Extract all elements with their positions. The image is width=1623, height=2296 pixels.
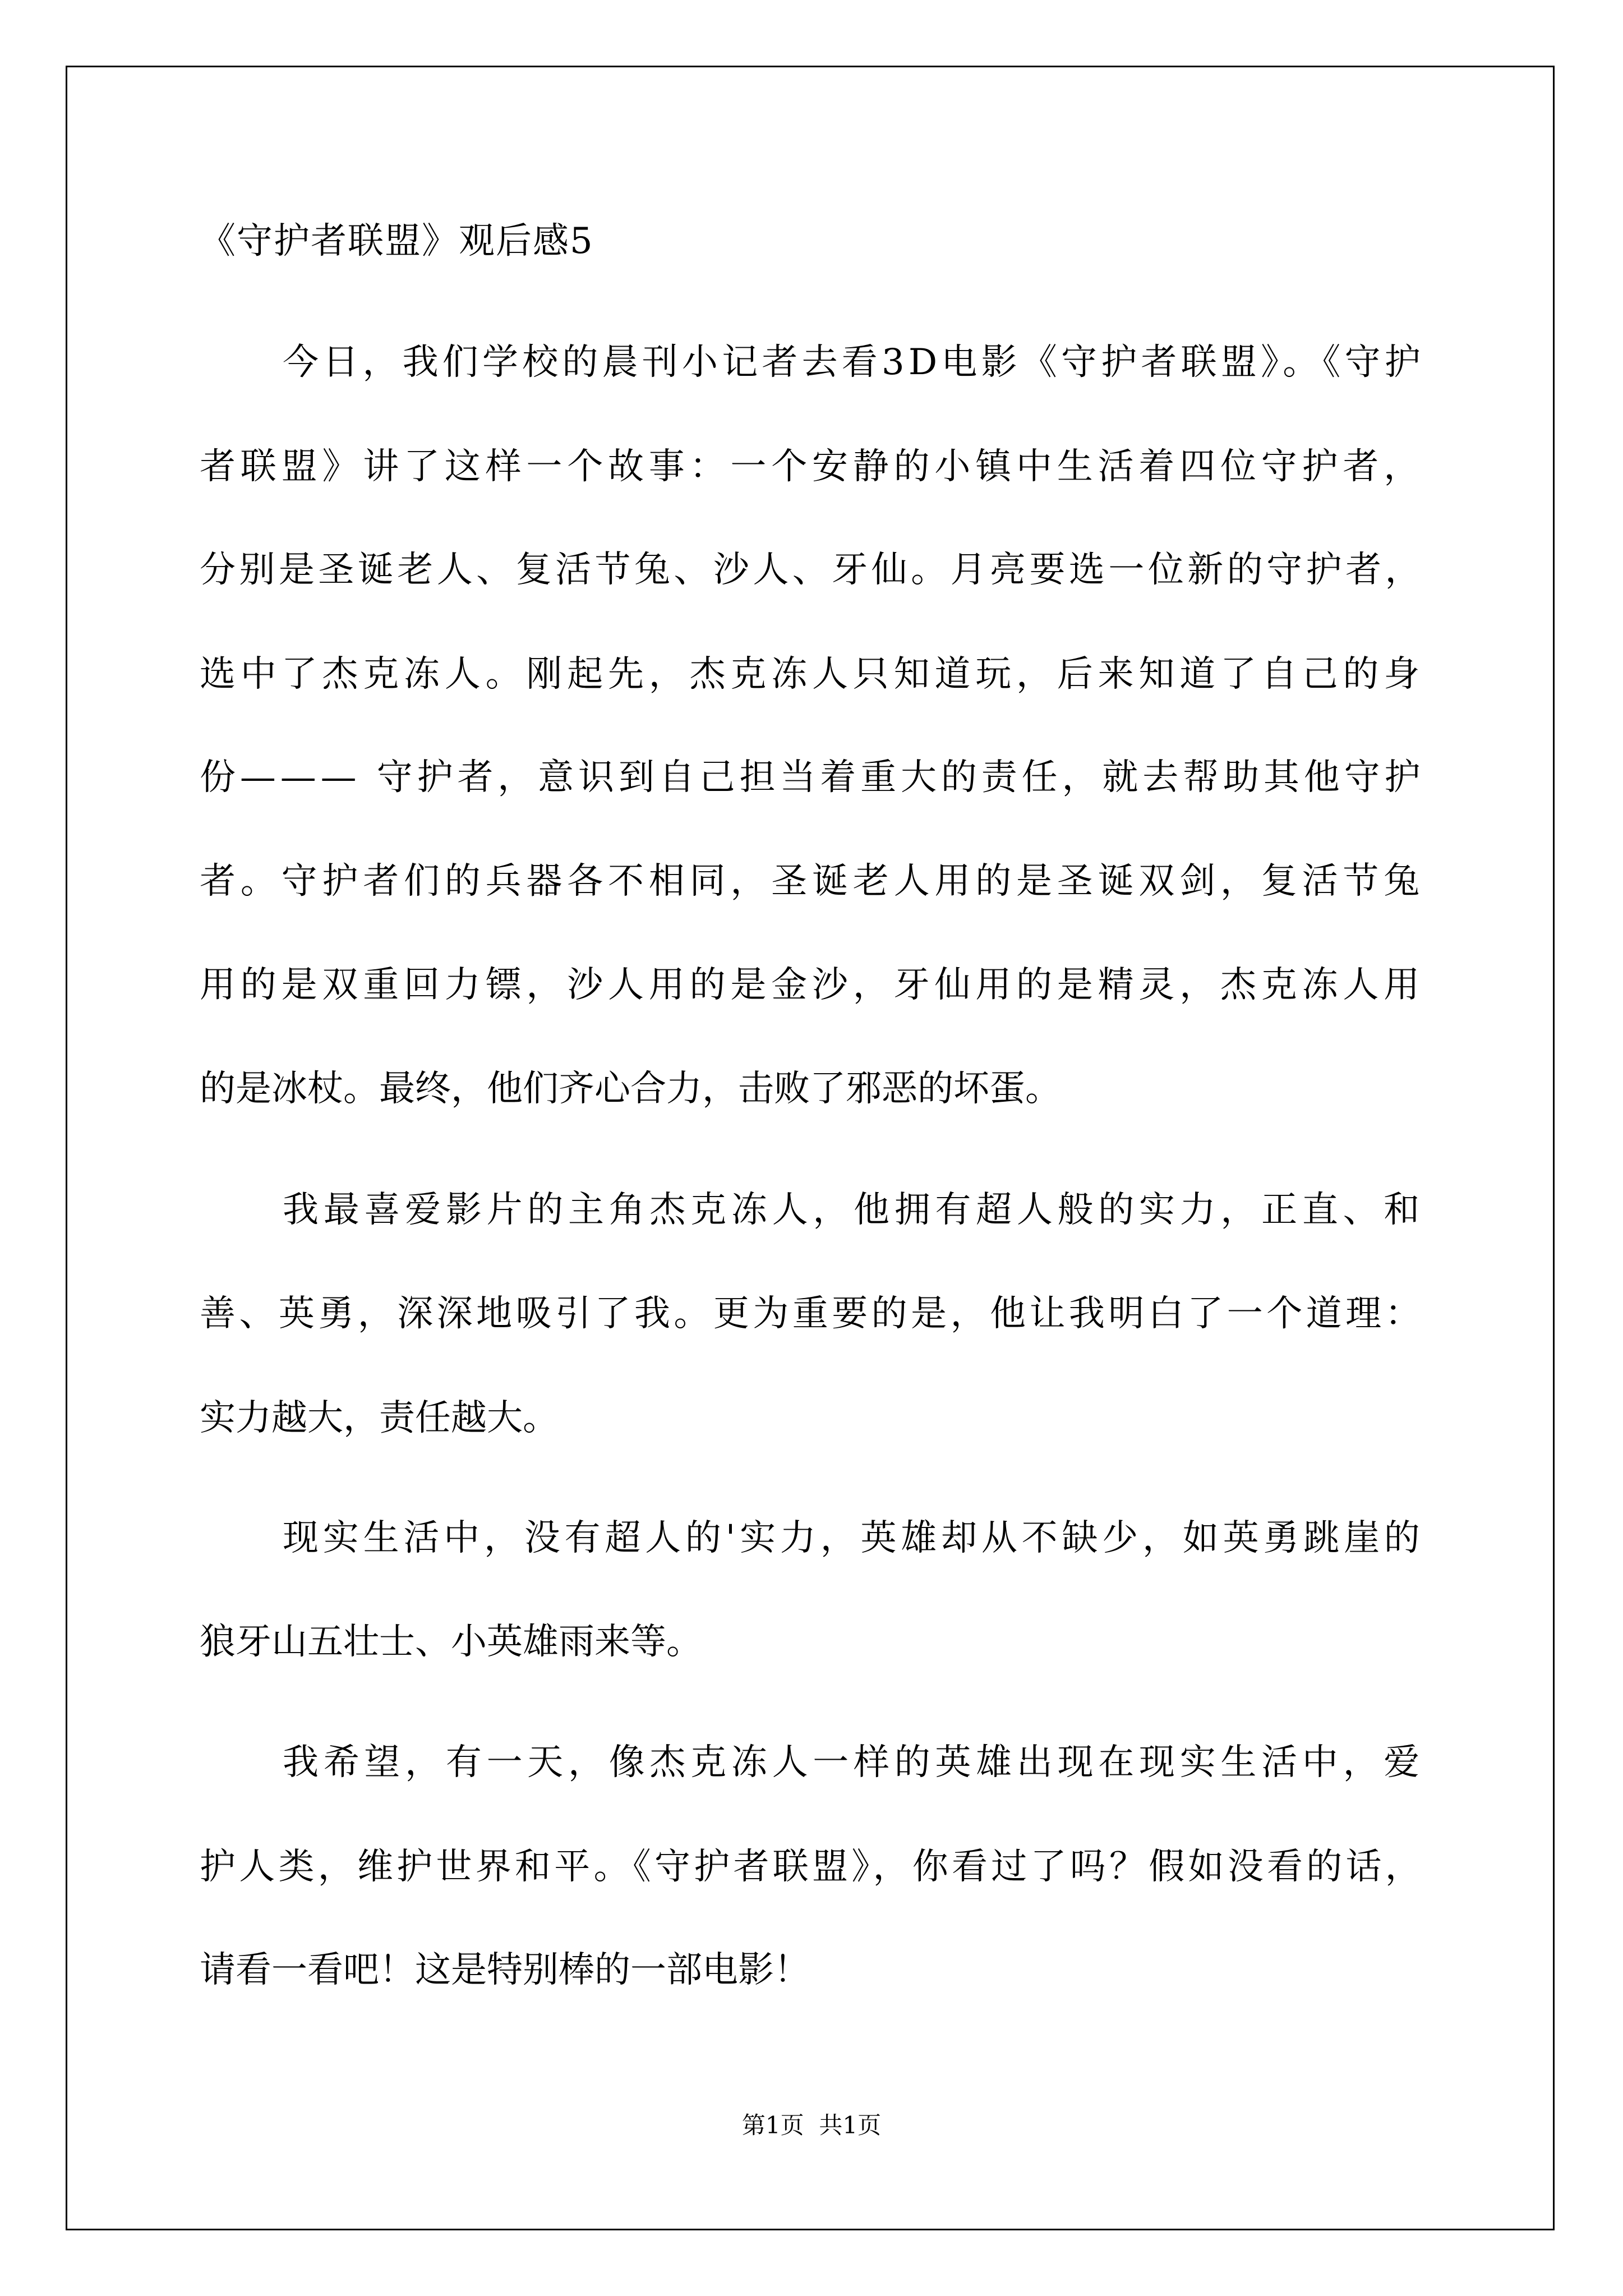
- body-line: 现实生活中，没有超人的'实力，英雄却从不缺少，如英勇跳崖的: [283, 1517, 1424, 1559]
- body-line: 我希望，有一天，像杰克冻人一样的英雄出现在现实生活中，爱: [283, 1742, 1424, 1783]
- body-line: 用的是双重回力镖，沙人用的是金沙，牙仙用的是精灵，杰克冻人用: [200, 964, 1424, 1006]
- body-line: 实力越大，责任越大。: [200, 1397, 559, 1439]
- body-line: 分别是圣诞老人、复活节兔、沙人、牙仙。月亮要选一位新的守护者，: [200, 549, 1424, 591]
- body-line: 我最喜爱影片的主角杰克冻人，他拥有超人般的实力，正直、和: [283, 1189, 1424, 1231]
- body-line: 选中了杰克冻人。刚起先，杰克冻人只知道玩，后来知道了自己的身: [200, 654, 1424, 695]
- body-line: 善、英勇，深深地吸引了我。更为重要的是，他让我明白了一个道理：: [200, 1293, 1424, 1335]
- page-footer: [0, 2111, 1623, 2139]
- body-line: 请看一看吧！这是特别棒的一部电影！: [200, 1949, 810, 1991]
- document-title: 《守护者联盟》观后感5: [200, 220, 594, 262]
- body-line: 者联盟》讲了这样一个故事：一个安静的小镇中生活着四位守护者，: [200, 446, 1424, 487]
- body-line: 的是冰杖。最终，他们齐心合力，击败了邪恶的坏蛋。: [200, 1068, 1061, 1110]
- body-line: 份——— 守护者，意识到自己担当着重大的责任，就去帮助其他守护: [200, 757, 1425, 798]
- body-line: 狼牙山五壮士、小英雄雨来等。: [200, 1621, 702, 1663]
- page-number: 第1页 共1页: [741, 2111, 882, 2139]
- body-line: 者。守护者们的兵器各不相同，圣诞老人用的是圣诞双剑，复活节兔: [200, 861, 1424, 902]
- body-line: 护人类，维护世界和平。《守护者联盟》，你看过了吗？假如没看的话，: [200, 1846, 1424, 1888]
- body-line: 今日，我们学校的晨刊小记者去看3D电影《守护者联盟》。《守护: [283, 342, 1425, 383]
- page-border: [66, 66, 1555, 2230]
